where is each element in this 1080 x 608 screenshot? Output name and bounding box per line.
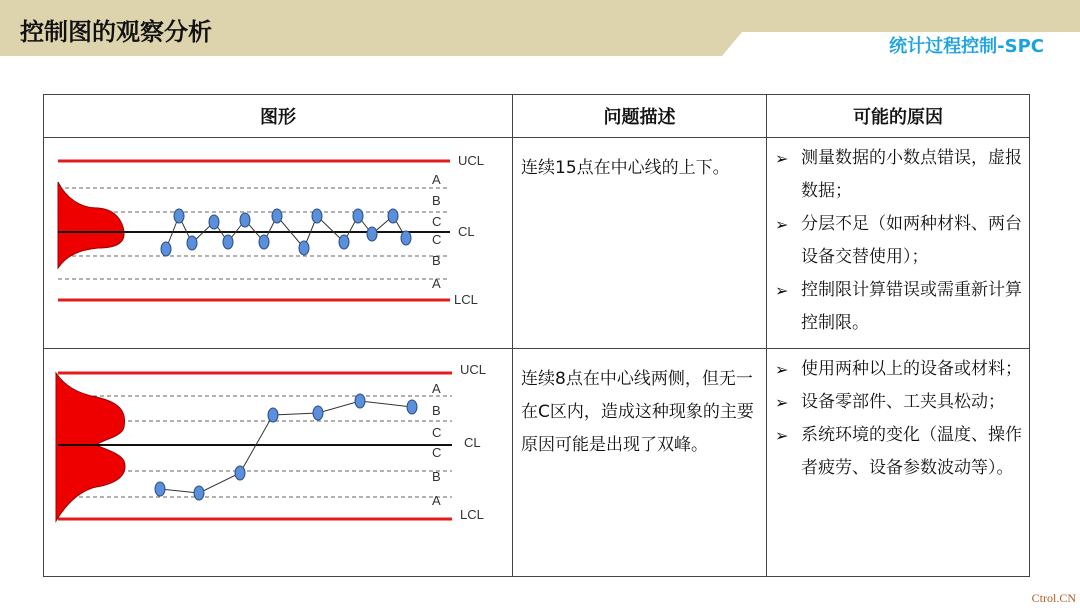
problem-description-cell <box>513 138 767 349</box>
lcl-label: LCL <box>454 292 478 307</box>
data-point <box>174 209 184 223</box>
control-chart-2 <box>44 349 512 576</box>
data-point <box>272 209 282 223</box>
distribution-curve <box>56 373 125 521</box>
ucl-label: UCL <box>460 362 487 377</box>
list-item: ➢ 系统环境的变化（温度、操作者疲劳、设备参数波动等）。 <box>773 419 1023 485</box>
zone-label: C <box>432 214 442 229</box>
cl-label: CL <box>458 224 475 239</box>
zone-label: A <box>432 172 441 187</box>
zone-label: B <box>432 253 441 268</box>
causes-list <box>767 349 1029 485</box>
cl-label: CL <box>464 435 481 450</box>
data-point <box>194 486 204 500</box>
problem-description: 连续8点在中心线两侧，但无一在C区内，造成这种现象的主要原因可能是出现了双峰。 <box>521 369 754 455</box>
data-point <box>312 209 322 223</box>
zone-label: A <box>432 493 441 508</box>
control-chart-1 <box>44 138 512 348</box>
watermark: Ctrol.CN <box>1031 591 1076 605</box>
list-item: ➢ 测量数据的小数点错误，虚报数据； <box>773 142 1023 208</box>
list-item: ➢ 分层不足（如两种材料、两台设备交替使用）； <box>773 208 1023 274</box>
analysis-table <box>43 94 1030 577</box>
problem-description-cell <box>513 349 767 577</box>
data-point <box>187 236 197 250</box>
data-point <box>259 235 269 249</box>
distribution-curve <box>58 182 124 268</box>
data-point <box>388 209 398 223</box>
table-row <box>44 349 1030 577</box>
problem-description: 连续15点在中心线的上下。 <box>521 158 730 178</box>
zone-label: B <box>432 469 441 484</box>
data-point <box>209 215 219 229</box>
header-causes: 可能的原因 <box>767 95 1030 138</box>
zone-label: B <box>432 403 441 418</box>
data-point <box>161 242 171 256</box>
causes-cell <box>767 349 1030 577</box>
data-point <box>353 209 363 223</box>
lcl-label: LCL <box>460 507 484 522</box>
data-point <box>155 482 165 496</box>
zone-label: C <box>432 232 442 247</box>
data-point <box>268 408 278 422</box>
data-point <box>240 213 250 227</box>
page-title: 控制图的观察分析 <box>20 18 212 46</box>
zone-label: A <box>432 381 441 396</box>
figure-cell <box>44 349 513 577</box>
list-item: ➢ 控制限计算错误或需重新计算控制限。 <box>773 274 1023 340</box>
data-point <box>407 400 417 414</box>
brand-label: 统计过程控制-SPC <box>889 36 1044 57</box>
table-header-row <box>44 95 1030 138</box>
data-point <box>299 241 309 255</box>
table-row <box>44 138 1030 349</box>
data-point <box>313 406 323 420</box>
zone-label: C <box>432 445 442 460</box>
causes-cell <box>767 138 1030 349</box>
ucl-label: UCL <box>458 153 485 168</box>
header-figure: 图形 <box>44 95 513 138</box>
zone-label: C <box>432 425 442 440</box>
data-point <box>223 235 233 249</box>
zone-label: A <box>432 276 441 291</box>
data-point <box>235 466 245 480</box>
causes-list <box>767 138 1029 340</box>
figure-cell <box>44 138 513 349</box>
data-point <box>339 235 349 249</box>
data-series-line <box>160 401 412 493</box>
header-problem: 问题描述 <box>513 95 767 138</box>
list-item: ➢ 设备零部件、工夹具松动； <box>773 386 1023 419</box>
data-point <box>367 227 377 241</box>
data-point <box>355 394 365 408</box>
data-point <box>401 231 411 245</box>
list-item: ➢ 使用两种以上的设备或材料； <box>773 353 1023 386</box>
zone-label: B <box>432 193 441 208</box>
